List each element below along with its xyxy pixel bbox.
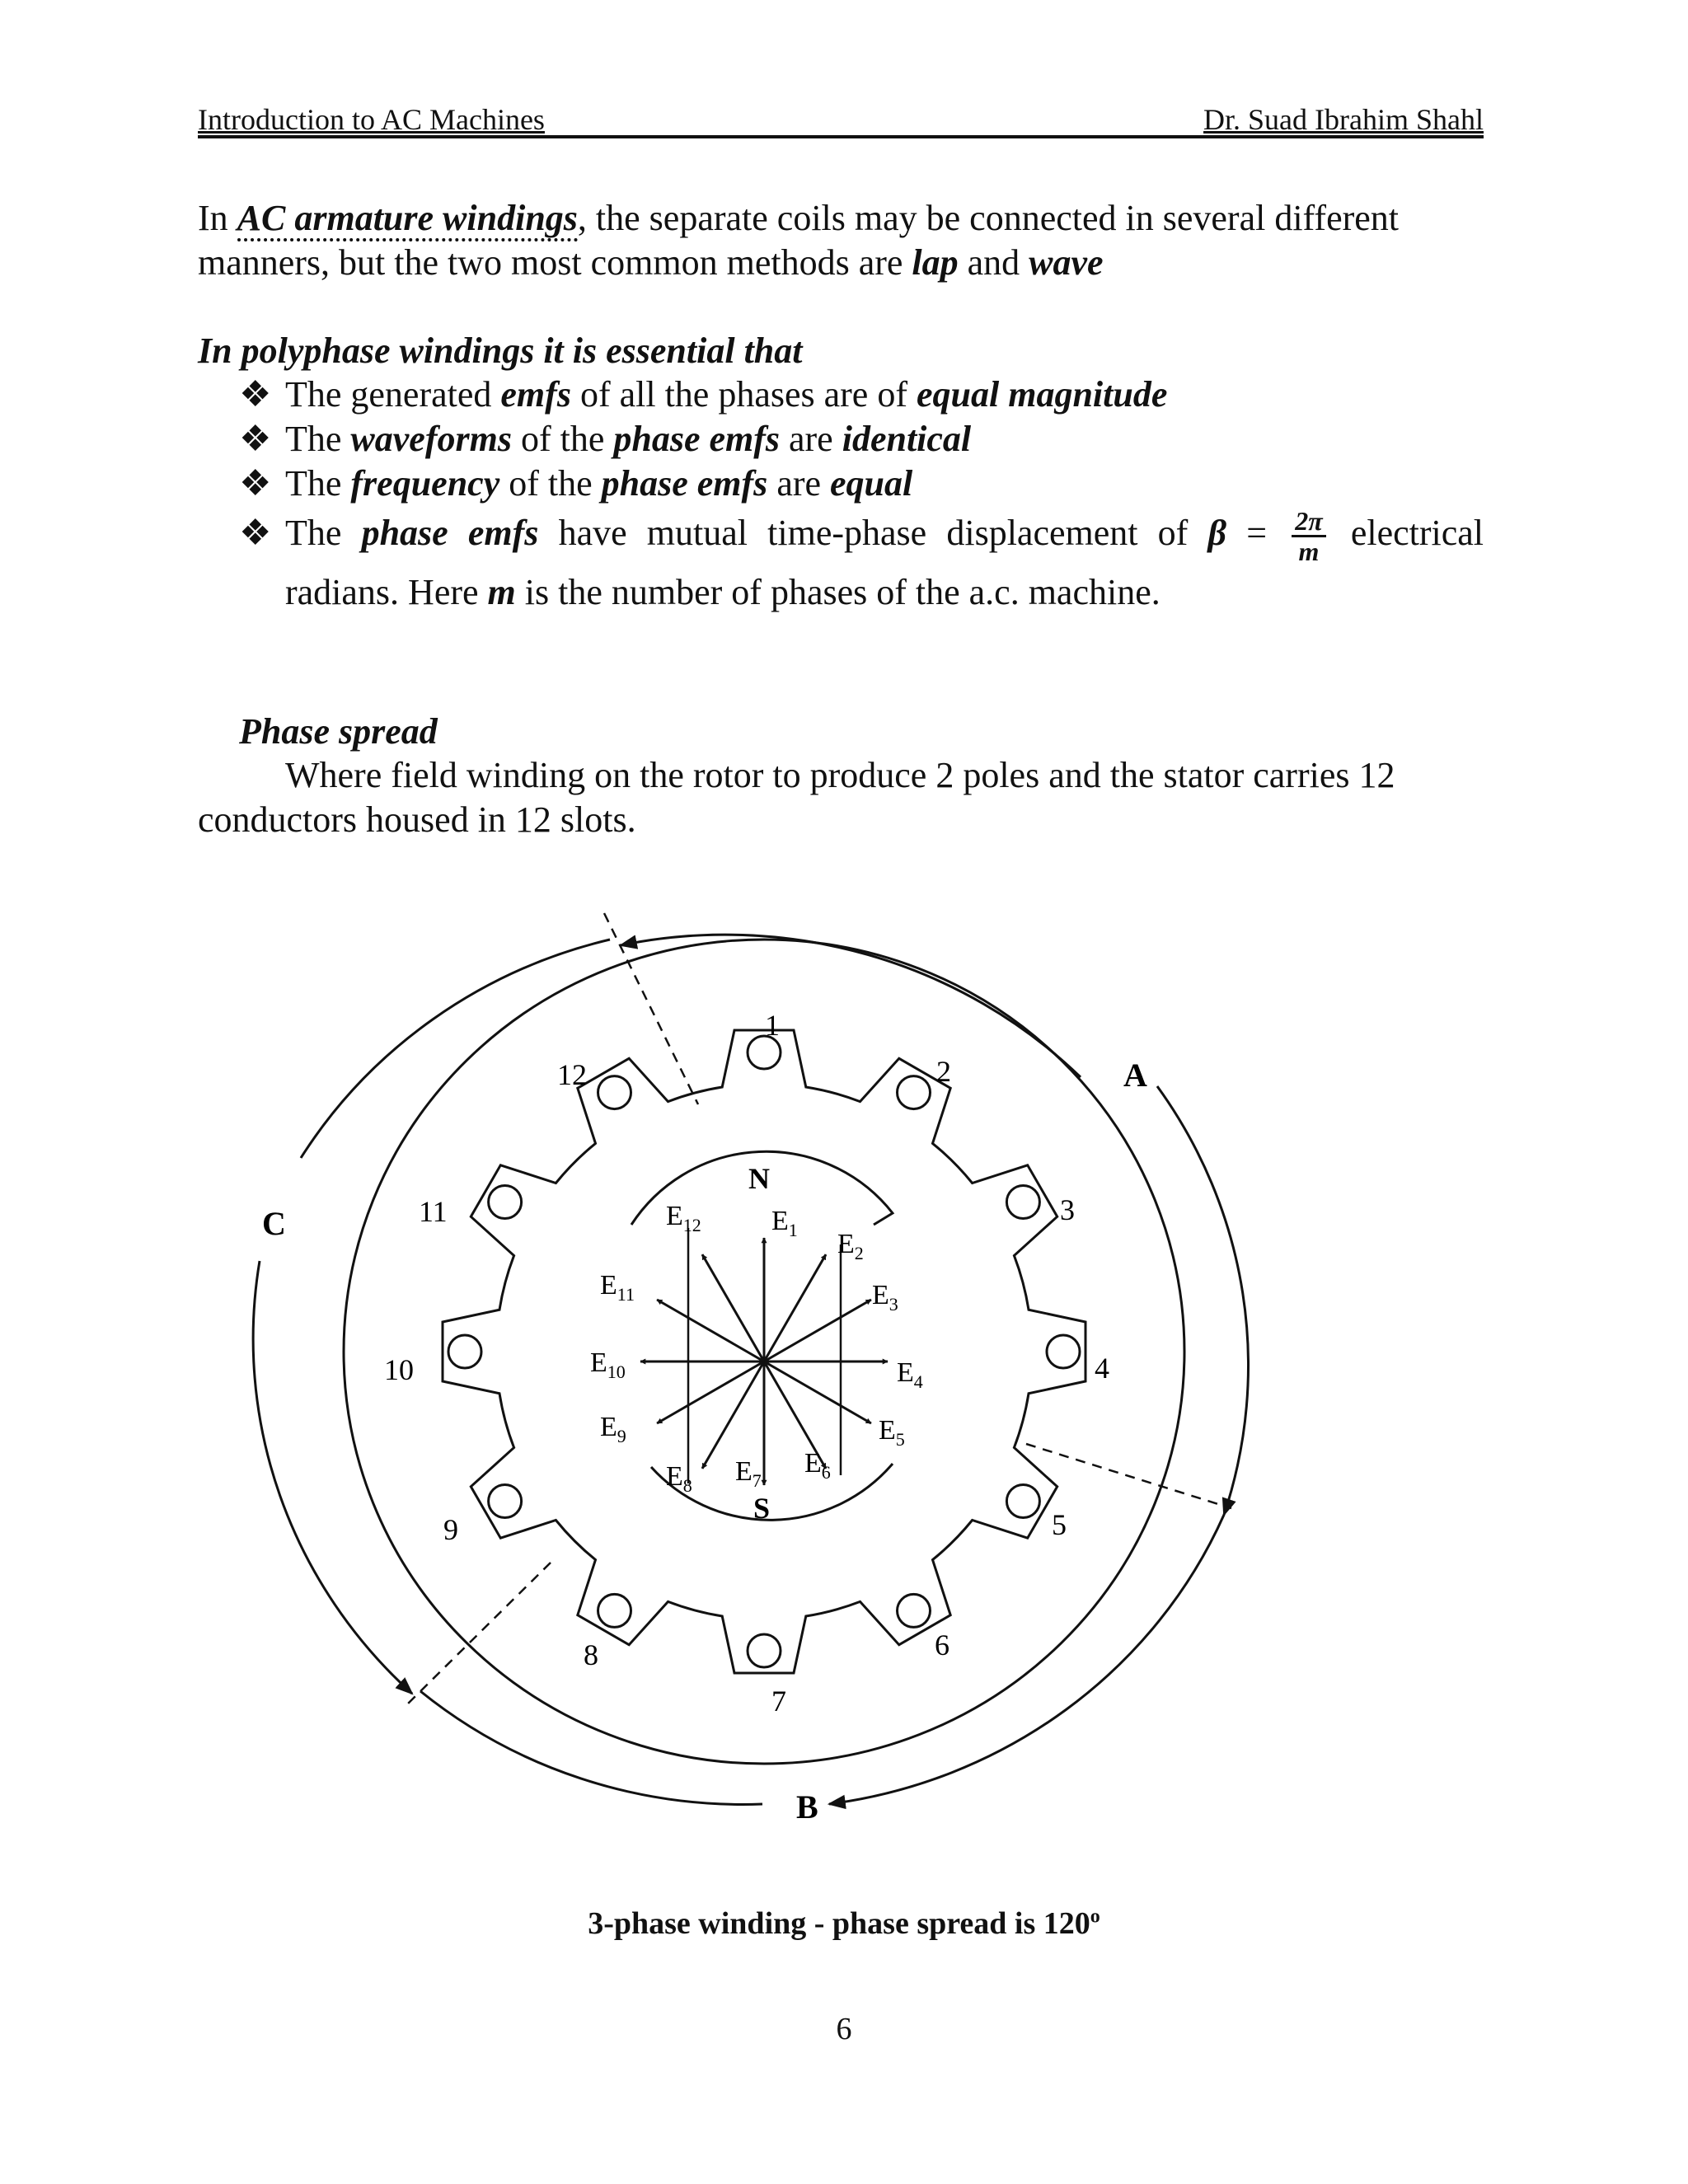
north-pole-label: N — [748, 1162, 770, 1195]
slot-number-6: 6 — [935, 1629, 950, 1661]
emf-vector-e3 — [764, 1300, 871, 1361]
bullet-text: The — [285, 513, 362, 553]
emf-label-e3: $E_3$ — [872, 1280, 898, 1315]
emf-label-e11: $E_{11}$ — [600, 1270, 635, 1305]
header-author: Dr. Suad Ibrahim Shahl — [1203, 103, 1484, 136]
conductor-9 — [489, 1485, 522, 1518]
bullet-text: The — [285, 463, 351, 504]
phase-c-arc — [301, 940, 610, 1158]
conductor-4 — [1047, 1335, 1080, 1368]
bullet-text: electrical radians. Here — [285, 513, 1484, 613]
bullet-text: are — [767, 463, 831, 504]
caption-text: 3-phase winding - phase spread is 120 — [588, 1906, 1090, 1941]
slot-number-1: 1 — [765, 1009, 780, 1042]
slot-number-10: 10 — [384, 1353, 414, 1386]
bullet-text: The generated — [285, 374, 501, 415]
conductor-6 — [898, 1594, 931, 1627]
bullet-text: are — [780, 419, 842, 459]
bullet-emphasis: frequency — [350, 463, 500, 504]
page-number: 6 — [836, 2012, 852, 2046]
beta-symbol: β — [1207, 513, 1227, 553]
phase-spread-paragraph: Where field winding on the rotor to produce 2 poles and the stator carries 12 conductors housed in 12 slots. — [198, 755, 1395, 840]
slot-number-2: 2 — [936, 1055, 951, 1088]
bullet-emphasis: phase emfs — [601, 463, 768, 504]
phase-a-label: A — [1123, 1057, 1147, 1094]
fraction-numerator: 2π — [1292, 507, 1325, 537]
bullet-text: is the number of phases of the a.c. machine. — [515, 572, 1160, 613]
emf-vector-e5 — [764, 1361, 871, 1423]
emf-vector-e9 — [657, 1361, 764, 1423]
emf-label-e1: $E_1$ — [771, 1206, 798, 1240]
lap-term: lap — [912, 242, 959, 283]
phase-c-arc-left — [253, 1261, 412, 1694]
bullet-emphasis: equal — [830, 463, 913, 504]
slot-number-9: 9 — [443, 1513, 458, 1546]
figure-caption — [0, 1905, 1688, 1942]
slot-number-7: 7 — [771, 1685, 786, 1718]
bullet-emphasis: phase emfs — [361, 513, 539, 553]
ac-armature-windings-term: AC armature windings — [237, 198, 578, 241]
fraction-denominator: m — [1298, 537, 1320, 567]
emf-label-e2: $E_2$ — [837, 1229, 864, 1263]
conductor-3 — [1006, 1186, 1039, 1219]
conductor-11 — [489, 1186, 522, 1219]
emf-label-e10: $E_{10}$ — [590, 1347, 626, 1382]
conductor-12 — [598, 1076, 631, 1109]
phase-spread-heading: Phase spread — [239, 711, 438, 752]
bullet-emphasis: emfs — [500, 374, 571, 415]
bullet-text: of the — [499, 463, 602, 504]
slot-number-11: 11 — [419, 1195, 448, 1228]
bullet-text: The — [285, 419, 351, 459]
slot-number-3: 3 — [1060, 1193, 1075, 1226]
polyphase-heading: In polyphase windings it is essential that — [198, 330, 803, 371]
conductor-7 — [748, 1634, 781, 1667]
phase-a-arc — [621, 935, 1081, 1077]
slot-number-12: 12 — [557, 1058, 587, 1091]
emf-label-e6: $E_6$ — [804, 1448, 831, 1483]
south-pole-label: S — [753, 1492, 771, 1525]
intro-text-2: , the separate coils may be connected in several different manners, but the two most common methods are — [198, 198, 1400, 283]
bullet-text: of all the phases are of — [570, 374, 917, 415]
bullet-emphasis: waveforms — [350, 419, 512, 459]
diamond-bullet-icon: ❖ — [239, 374, 272, 415]
diamond-bullet-icon: ❖ — [239, 463, 272, 504]
bullet-text: of the — [511, 419, 614, 459]
emf-vector-e2 — [764, 1254, 826, 1361]
equals-sign: = — [1226, 513, 1287, 553]
bullet-emphasis: equal magnitude — [917, 374, 1168, 415]
boundary-line-left — [404, 1563, 551, 1708]
bullet-emphasis: identical — [842, 419, 972, 459]
slot-number-4: 4 — [1095, 1352, 1109, 1385]
conductor-10 — [448, 1335, 481, 1368]
emf-vector-e8 — [702, 1361, 764, 1469]
header-title: Introduction to AC Machines — [198, 103, 545, 136]
bullet-emphasis: m — [487, 572, 516, 613]
slot-number-labels — [384, 1009, 1109, 1718]
bullet-emphasis: phase emfs — [613, 419, 780, 459]
boundary-line-right — [1026, 1444, 1231, 1508]
diamond-bullet-icon: ❖ — [239, 513, 272, 553]
intro-text-1: In — [198, 198, 237, 238]
phase-c-label: C — [262, 1205, 286, 1242]
degree-superscript: o — [1090, 1905, 1100, 1928]
bullet-text: have mutual time-phase displacement of — [538, 513, 1208, 553]
emf-label-e4: $E_4$ — [897, 1357, 923, 1392]
conductor-2 — [898, 1076, 931, 1109]
slot-number-5: 5 — [1052, 1508, 1067, 1541]
diamond-bullet-icon: ❖ — [239, 419, 272, 459]
emf-label-e7: $E_7$ — [735, 1456, 762, 1491]
emf-phasor-star — [640, 1228, 888, 1485]
wave-term: wave — [1029, 242, 1104, 283]
conductor-8 — [598, 1594, 631, 1627]
conductor-5 — [1006, 1485, 1039, 1518]
emf-vector-e12 — [702, 1254, 764, 1361]
slot-number-8: 8 — [584, 1638, 598, 1671]
emf-vector-e11 — [657, 1300, 764, 1361]
emf-label-e9: $E_9$ — [600, 1412, 626, 1446]
emf-label-e12: $E_{12}$ — [666, 1201, 701, 1235]
phase-a-arc-lower — [1157, 1086, 1249, 1515]
intro-text-3: and — [958, 242, 1029, 283]
phase-b-arc-right — [829, 1515, 1224, 1804]
phase-b-label: B — [796, 1788, 818, 1825]
emf-label-e5: $E_5$ — [879, 1415, 905, 1450]
phase-b-arc — [420, 1691, 762, 1804]
emf-label-e8: $E_8$ — [666, 1461, 692, 1496]
